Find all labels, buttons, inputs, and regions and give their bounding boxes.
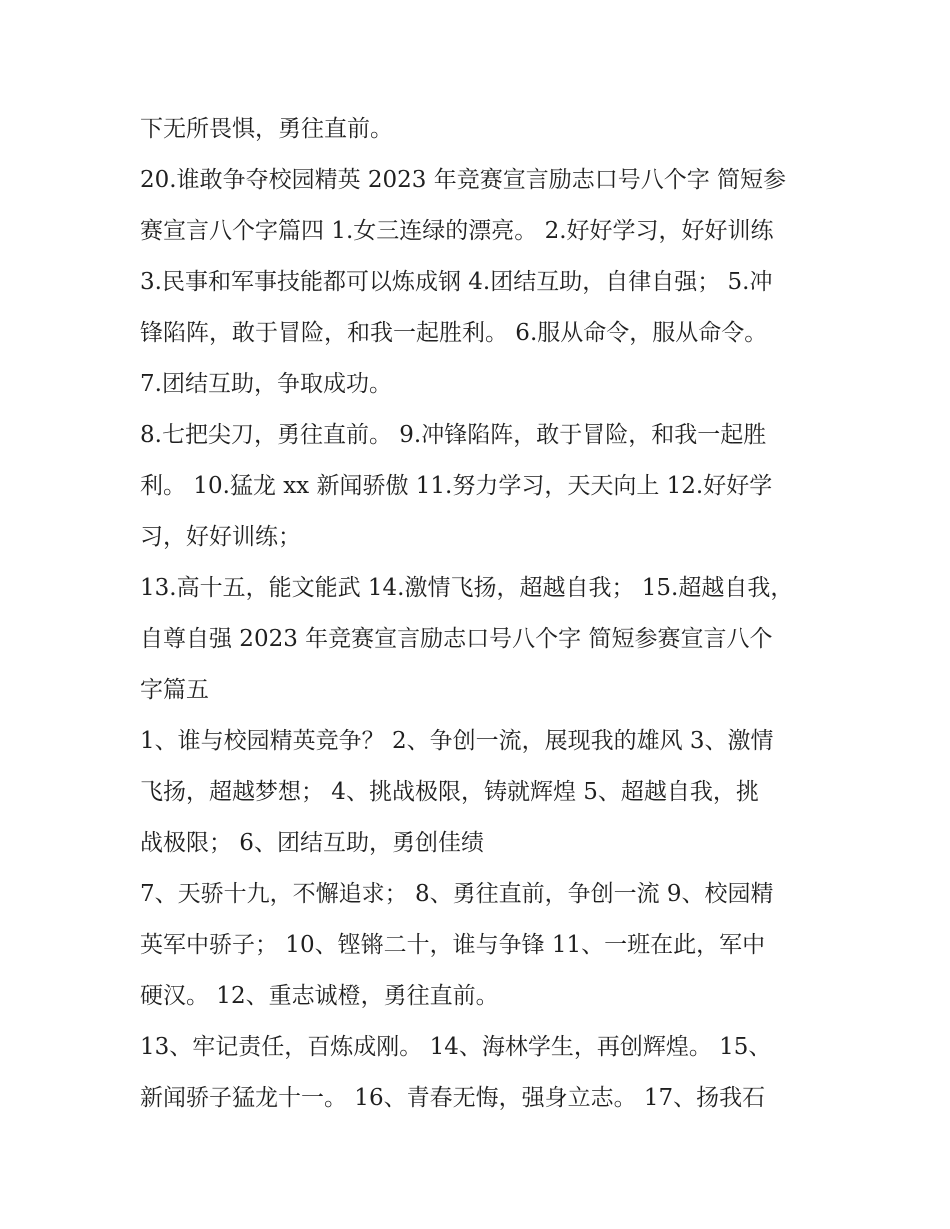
text-line: 字篇五 xyxy=(140,677,209,703)
text-line: 新闻骄子猛龙十一。 16、青春无悔，强身立志。 17、扬我石 xyxy=(140,1085,766,1111)
text-line: 13.高十五，能文能武 14.激情飞扬，超越自我； 15.超越自我， xyxy=(140,575,794,601)
text-line: 下无所畏惧，勇往直前。 xyxy=(140,116,393,142)
text-line: 20.谁敢争夺校园精英 2023 年竞赛宣言励志口号八个字 简短参 xyxy=(140,167,787,193)
text-line: 8.七把尖刀，勇往直前。 9.冲锋陷阵，敢于冒险，和我一起胜 xyxy=(140,422,767,448)
text-line: 7.团结互助，争取成功。 xyxy=(140,371,392,397)
document-body xyxy=(140,104,820,1124)
text-line: 利。 10.猛龙 xx 新闻骄傲 11.努力学习，天天向上 12.好好学 xyxy=(140,473,773,499)
text-line: 3.民事和军事技能都可以炼成钢 4.团结互助，自律自强； 5.冲 xyxy=(140,269,773,295)
text-line: 自尊自强 2023 年竞赛宣言励志口号八个字 简短参赛宣言八个 xyxy=(140,626,773,652)
text-line: 1、谁与校园精英竞争？ 2、争创一流，展现我的雄风 3、激情 xyxy=(140,728,774,754)
text-line: 习，好好训练； xyxy=(140,524,301,550)
text-line: 战极限； 6、团结互助，勇创佳绩 xyxy=(140,830,484,856)
text-line: 飞扬，超越梦想； 4、挑战极限，铸就辉煌 5、超越自我，挑 xyxy=(140,779,759,805)
text-line: 硬汉。 12、重志诚橙，勇往直前。 xyxy=(140,983,499,1009)
text-line: 赛宣言八个字篇四 1.女三连绿的漂亮。 2.好好学习，好好训练 xyxy=(140,218,774,244)
text-line: 锋陷阵，敢于冒险，和我一起胜利。 6.服从命令，服从命令。 xyxy=(140,320,768,346)
text-line: 英军中骄子； 10、铿锵二十，谁与争锋 11、一班在此，军中 xyxy=(140,932,766,958)
text-line: 7、天骄十九，不懈追求； 8、勇往直前，争创一流 9、校园精 xyxy=(140,881,774,907)
text-line: 13、牢记责任，百炼成刚。 14、海林学生，再创辉煌。 15、 xyxy=(140,1034,772,1060)
